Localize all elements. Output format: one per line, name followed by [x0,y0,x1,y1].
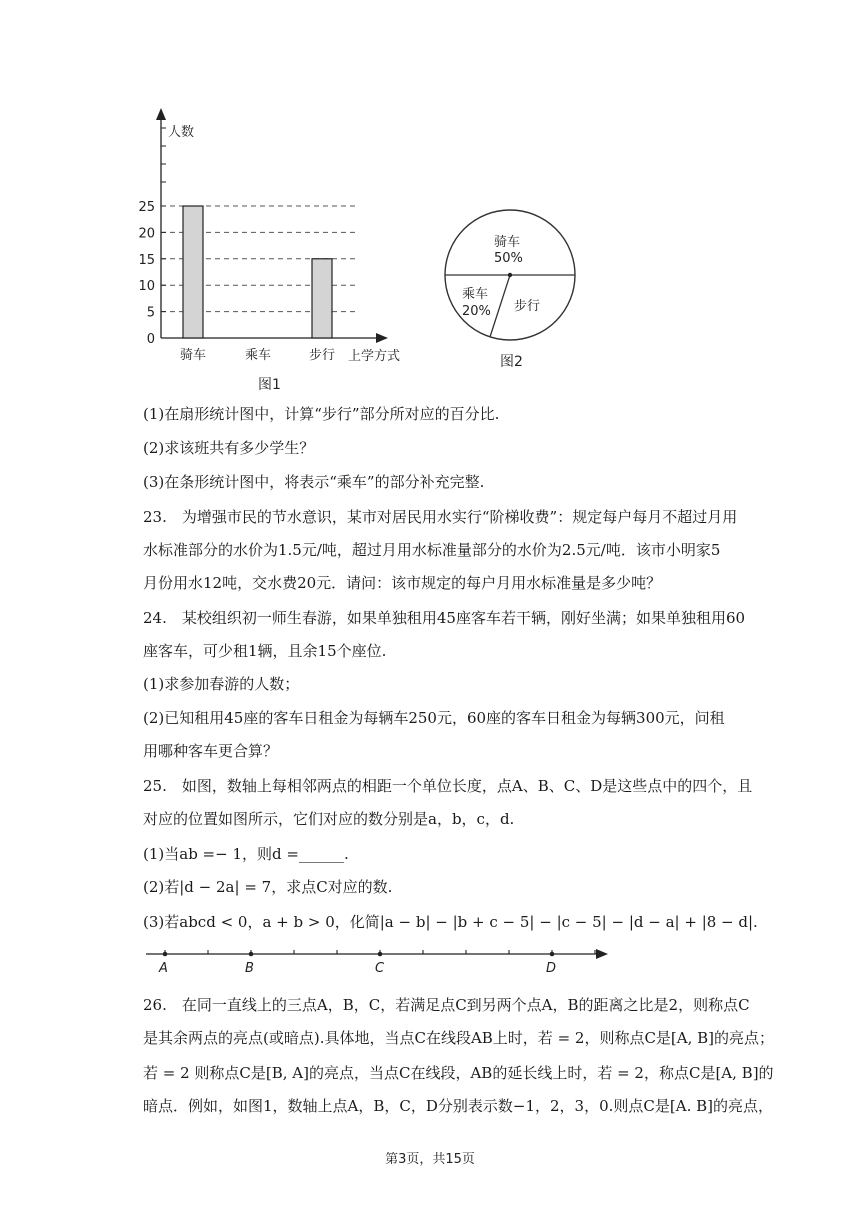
q22-part3: (3)在条形统计图中，将表示“乘车”的部分补充完整. [143,473,485,491]
q25-part1: (1)当ab =− 1，则d =______. [143,845,349,863]
bar-chart-caption: 图1 [258,377,281,393]
number-line-arrow [596,949,608,959]
q24-part1: (1)求参加春游的人数； [143,675,300,693]
nl-point-a [163,952,168,957]
nl-point-b [249,952,254,957]
pie-value-chengche: 20% [462,304,491,319]
y-tick-label-25: 25 [138,200,155,215]
q25-part2: (2)若|d − 2a| = 7，求点C对应的数. [143,878,393,896]
nl-label-d: D [546,961,557,976]
x-tick-label-2: 步行 [308,348,336,363]
pie-center [508,273,512,277]
q23-line2: 水标准部分的水价为1.5元/吨，超过月用水标准量部分的水价为2.5元/吨．该市小明家5 [143,541,721,559]
q23-line3: 月份用水12吨，交水费20元．请问：该市规定的每户月用水标准量是多少吨？ [143,574,662,592]
nl-label-c: C [375,961,385,976]
pie-label-buxing: 步行 [514,299,541,314]
number-line [140,940,620,980]
q26-line2: 是其余两点的亮点(或暗点).具体地，当点C在线段AB上时，若 = 2，则称点C是[A, B]的亮点； [143,1029,775,1047]
q25-line2: 对应的位置如图所示，它们对应的数分别是a，b，c，d. [143,810,515,828]
y-tick-label-0: 0 [146,332,155,347]
x-axis-label: 上学方式 [348,349,401,364]
pie-chart-caption: 图2 [500,354,523,370]
page-footer: 第3页，共15页 [385,1152,475,1167]
x-axis-arrow [376,333,388,343]
y-tick-label-10: 10 [138,279,155,295]
bar-chart [130,100,430,400]
q26-line1: 26. 在同一直线上的三点A，B，C，若满足点C到另两个点A，B的距离之比是2，则称点C [143,996,750,1014]
q24-line2: 座客车，可少租1辆，且余15个座位. [143,642,387,660]
pie-label-chengche: 乘车 [462,287,489,302]
pie-chart [440,200,590,375]
q24-line1: 24. 某校组织初一师生春游，如果单独租用45座客车若干辆，刚好坐满；如果单独租用60 [143,609,746,627]
nl-point-c [378,952,383,957]
q25-line1: 25. 如图，数轴上每相邻两点的相距一个单位长度，点A、B、C、D是这些点中的四个，且 [143,777,753,795]
pie-label-qiche: 骑车 [494,235,521,250]
y-axis-label: 人数 [168,125,195,140]
x-tick-label-0: 骑车 [179,348,207,363]
nl-point-d [550,952,555,957]
y-tick-label-5: 5 [146,305,155,321]
bar-0 [183,206,203,338]
y-axis-arrow [156,108,166,120]
q24-part2-line2: 用哪种客车更合算？ [143,742,279,760]
q23-line1: 23. 为增强市民的节水意识，某市对居民用水实行“阶梯收费”：规定每户每月不超过月用 [143,508,738,526]
q26-line4: 暗点．例如，如图1，数轴上点A，B，C，D分别表示数−1，2，3，0.则点C是[A. B]的亮点， [143,1097,773,1115]
nl-label-b: B [245,961,254,976]
q22-part1: (1)在扇形统计图中，计算“步行”部分所对应的百分比. [143,405,500,423]
y-tick-label-15: 15 [138,252,155,268]
q24-part2-line1: (2)已知租用45座的客车日租金为每辆车250元，60座的客车日租金为每辆300元，问租 [143,709,725,727]
q25-part3: (3)若abcd < 0，a + b > 0，化简|a − b| − |b + c − 5| − |c − 5| − |d − a| + |8 − d|. [143,913,758,931]
x-tick-label-1: 乘车 [244,348,272,363]
pie-value-qiche: 50% [494,251,523,266]
bar-2 [312,259,332,338]
nl-label-a: A [159,961,168,976]
q22-part2: (2)求该班共有多少学生？ [143,439,315,457]
y-tick-label-20: 20 [138,226,155,242]
q26-line3: 若 = 2 则称点C是[B, A]的亮点，当点C在线段，AB的延长线上时，若 = 2，称点C是[A, B]的 [143,1064,774,1082]
